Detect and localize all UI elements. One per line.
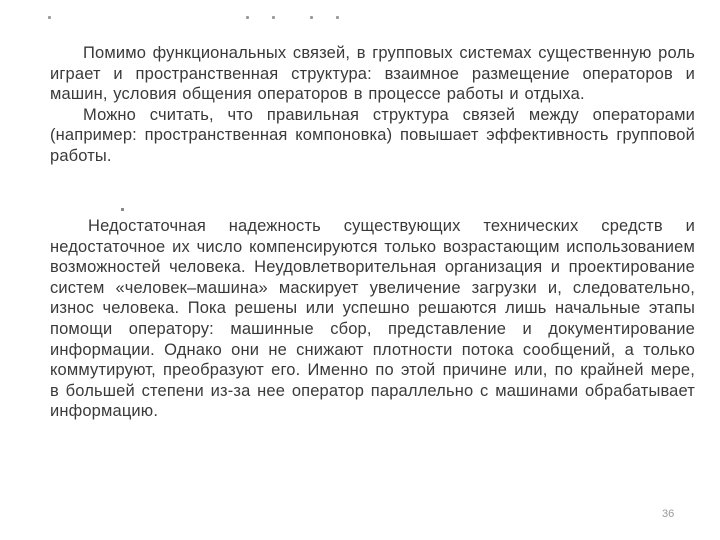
paragraph: Недостаточная надежность существующих технических средств и недостаточное их число компенсируются только возрастающим использованием возможностей человека. Неудовлетворительная организация и проектирование систем «человек–машина» маскирует увеличение загрузки и, следовательно, износ человека. Пока решены или успешно решаются лишь начальные этапы помощи оператору: машинные сбор, представление и документирование информации. Однако они не снижают плотности потока сообщений, а только коммутируют, преобразуют его. Именно по этой причине или, по крайней мере, в большей степени из-за нее оператор параллельно с машинами обрабатывает информацию. xyxy=(50,217,695,421)
page-number: 36 xyxy=(662,508,675,520)
text-block-reliability xyxy=(50,216,695,422)
scan-mark xyxy=(121,208,124,211)
scan-artifact xyxy=(50,12,695,32)
text-block-spatial-structure xyxy=(50,43,695,167)
paragraph: Можно считать, что правильная структура связей между операторами (например: пространственная компоновка) повышает эффективность групповой работы. xyxy=(50,105,695,165)
paragraph: Помимо функциональных связей, в групповых системах существенную роль играет и пространственная структура: взаимное размещение операторов и машин, условия общения операторов в процессе работы и отдыха. xyxy=(50,44,695,104)
